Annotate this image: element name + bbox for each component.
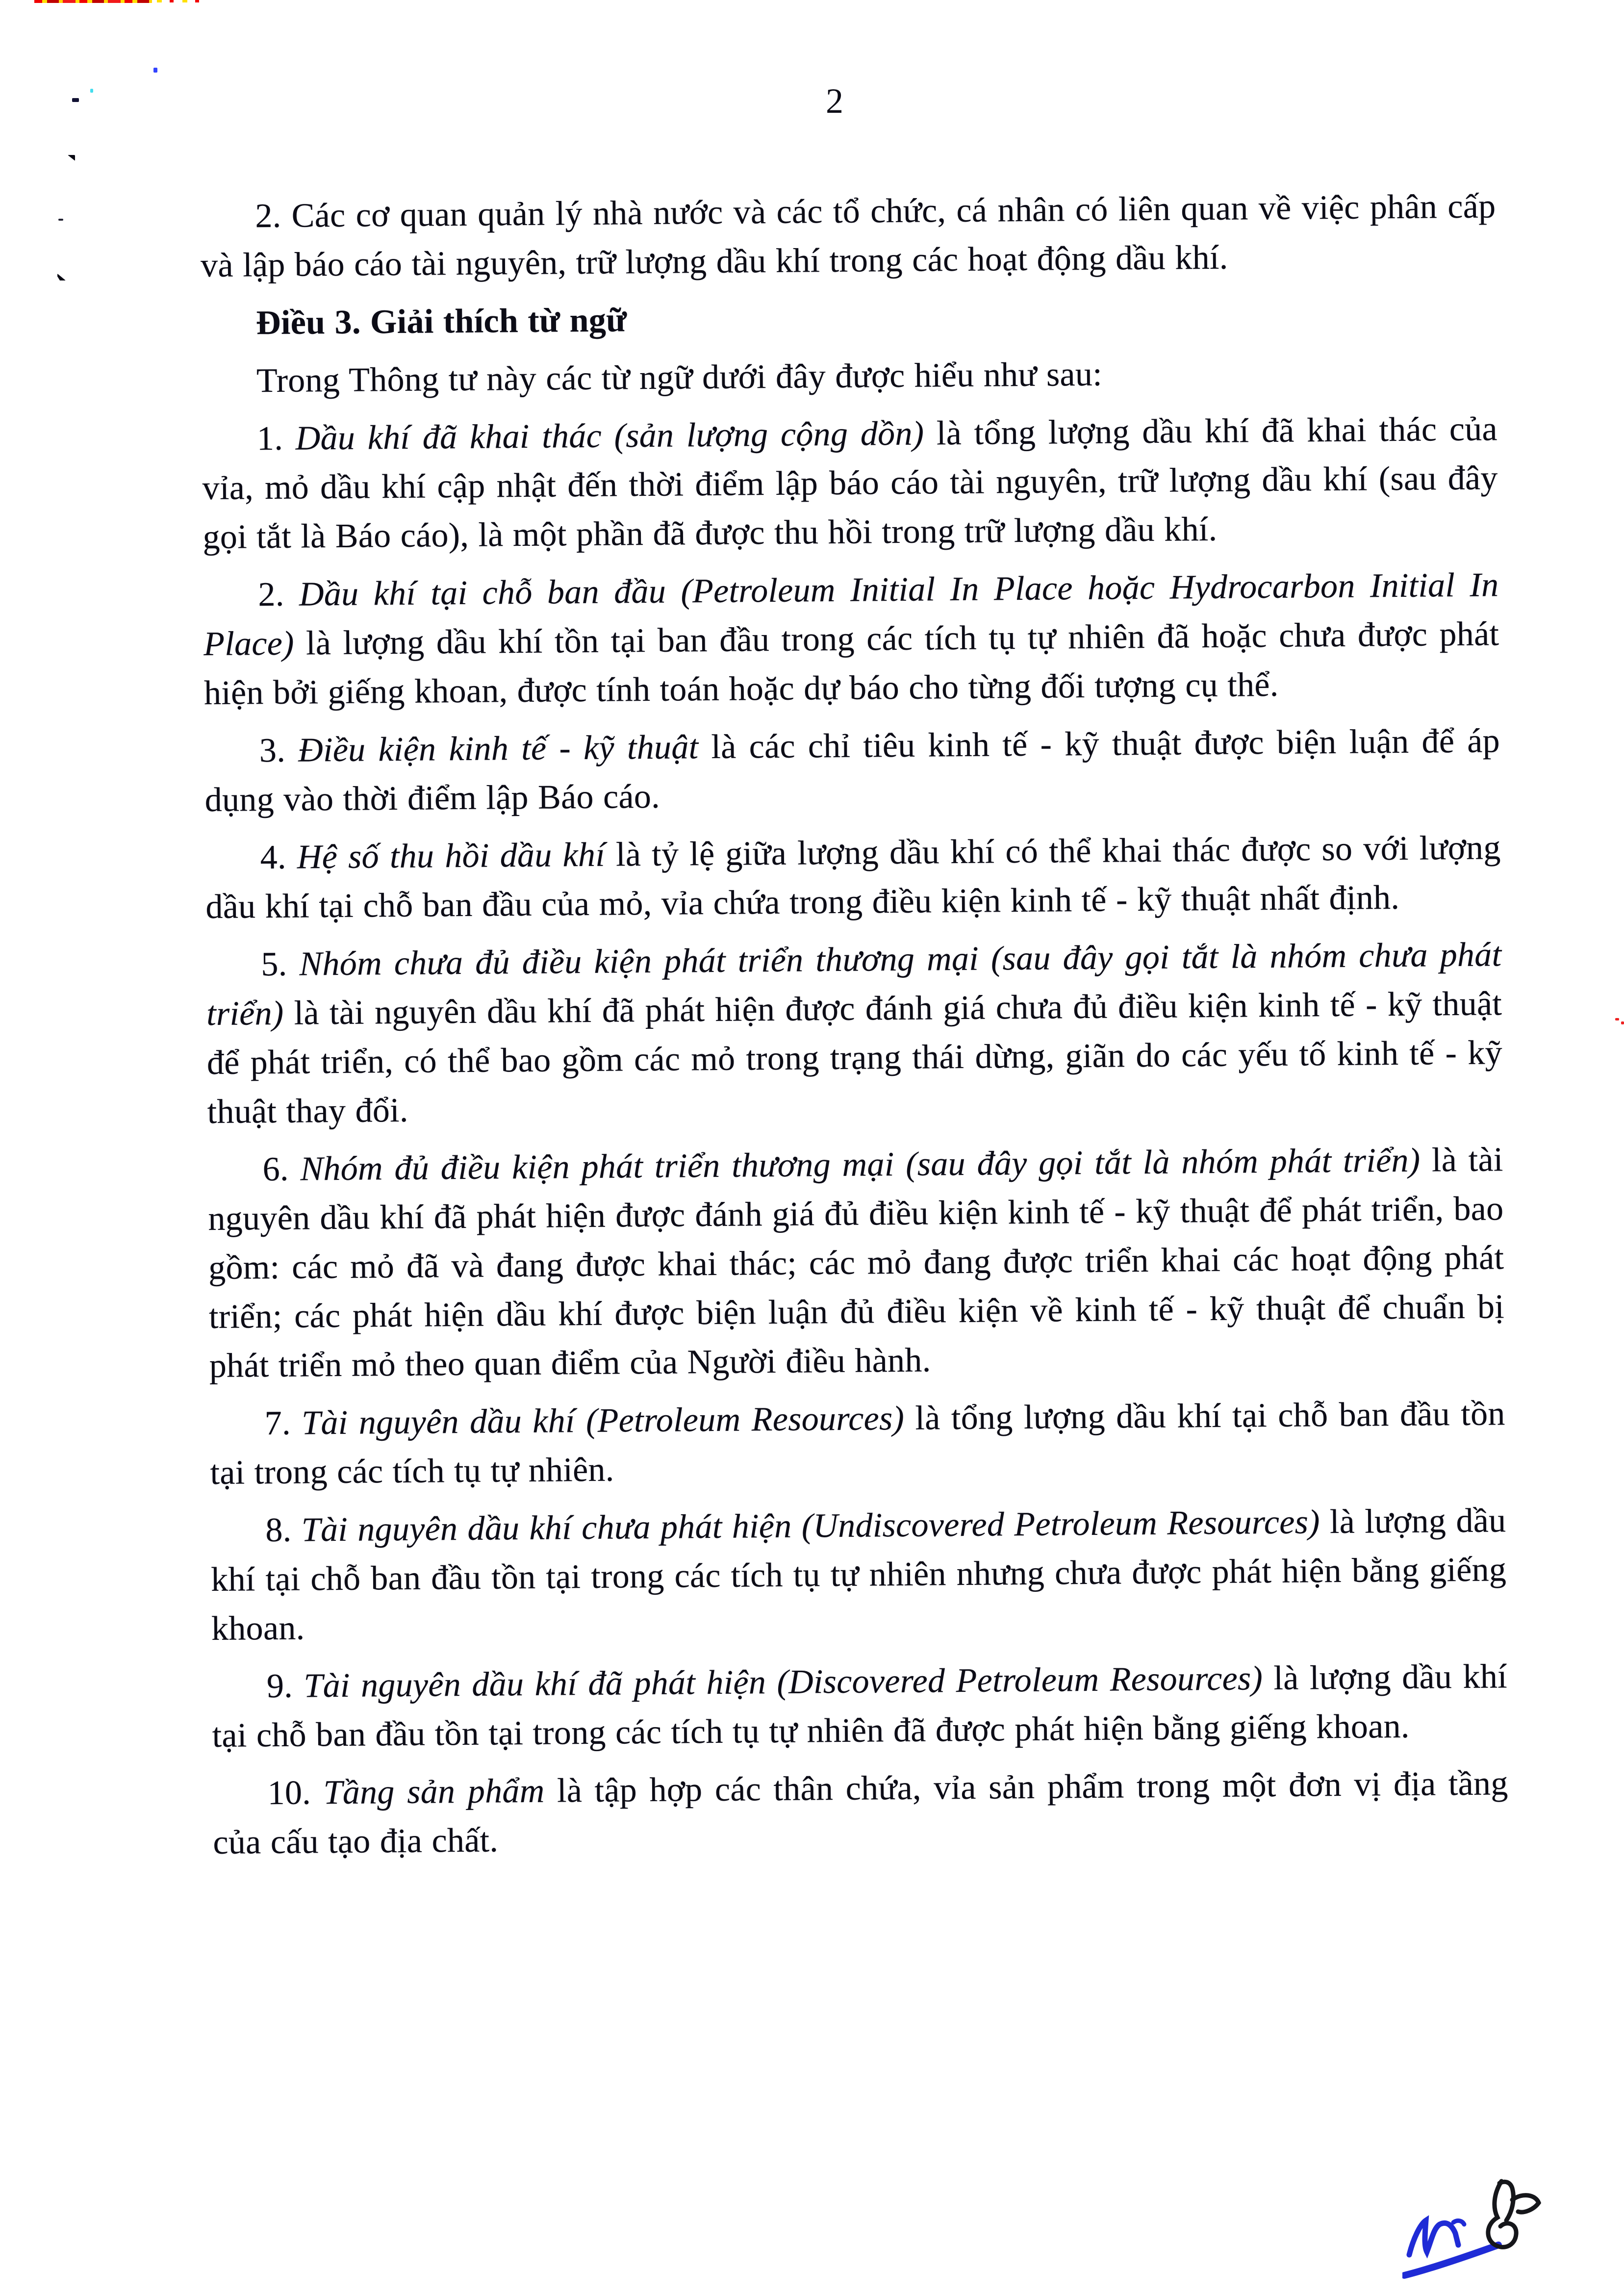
definition-5: 5. Nhóm chưa đủ điều kiện phát triển thương mại (sau đây gọi tắt là nhóm chưa phát triển) là tài nguyên dầu khí đã phát hiện được đánh giá chưa đủ điều kiện kinh tế - kỹ thuật để phát triển, có thể bao gồm các mỏ trong trạng thái dừng, giãn do các yếu tố kinh tế - kỹ thuật thay đổi. bbox=[206, 936, 1503, 1131]
scan-speck bbox=[68, 155, 75, 161]
scan-artifact-strip-2 bbox=[157, 0, 201, 2]
definition-3: 3. Điều kiện kinh tế - kỹ thuật là các chỉ tiêu kinh tế - kỹ thuật được biện luận để áp dụng vào thời điểm lập Báo cáo. bbox=[204, 722, 1500, 819]
scan-speck bbox=[72, 98, 79, 102]
definition-2: 2. Dầu khí tại chỗ ban đầu (Petroleum Initial In Place hoặc Hydrocarbon Initial In Place) là lượng dầu khí tồn tại ban đầu trong các tích tụ tự nhiên đã hoặc chưa được phát hiện bởi giếng khoan, được tính toán hoặc dự báo cho từng đối tượng cụ thể. bbox=[203, 566, 1499, 713]
scan-speck bbox=[90, 89, 93, 93]
clause-2-scope: 2. Các cơ quan quản lý nhà nước và các tổ chức, cá nhân có liên quan về việc phân cấp và lập báo cáo tài nguyên, trữ lượng dầu khí trong các hoạt động dầu khí. bbox=[200, 187, 1496, 285]
definition-1: 1. Dầu khí đã khai thác (sản lượng cộng dồn) là tổng lượng dầu khí đã khai thác của vỉa, mỏ dầu khí cập nhật đến thời điểm lập báo cáo tài nguyên, trữ lượng dầu khí (sau đây gọi tắt là Báo cáo), là một phần đã được thu hồi trong trữ lượng dầu khí. bbox=[202, 410, 1498, 557]
definition-8: 8. Tài nguyên dầu khí chưa phát hiện (Undiscovered Petroleum Resources) là lượng dầu khí tại chỗ ban đầu tồn tại trong các tích tụ tự nhiên nhưng chưa được phát hiện bằng giếng khoan. bbox=[210, 1502, 1507, 1648]
definition-4: 4. Hệ số thu hồi dầu khí là tỷ lệ giữa lượng dầu khí có thể khai thác được so với lượng dầu khí tại chỗ ban đầu của mỏ, vỉa chứa trong điều kiện kinh tế - kỹ thuật nhất định. bbox=[205, 829, 1501, 926]
scan-speck bbox=[1621, 1021, 1624, 1024]
definition-7: 7. Tài nguyên dầu khí (Petroleum Resources) là tổng lượng dầu khí tại chỗ ban đầu tồn tại trong các tích tụ tự nhiên. bbox=[210, 1395, 1505, 1492]
page-number: 2 bbox=[826, 81, 843, 121]
scan-speck bbox=[153, 68, 157, 73]
scan-speck bbox=[57, 274, 66, 280]
article-3-intro: Trong Thông tư này các từ ngữ dưới đây được hiểu như sau: bbox=[256, 355, 1103, 400]
article-3-heading: Điều 3. Giải thích từ ngữ bbox=[255, 301, 627, 342]
scan-artifact-strip bbox=[34, 0, 152, 3]
scan-speck bbox=[1615, 1018, 1619, 1020]
definition-10: 10. Tầng sản phẩm là tập hợp các thân chứa, vỉa sản phẩm trong một đơn vị địa tầng của cấu tạo địa chất. bbox=[213, 1764, 1508, 1862]
handwritten-initial-black bbox=[1471, 2177, 1549, 2266]
definition-6: 6. Nhóm đủ điều kiện phát triển thương mại (sau đây gọi tắt là nhóm phát triển) là tài nguyên dầu khí đã phát hiện được đánh giá đủ điều kiện kinh tế - kỹ thuật để phát triển, bao gồm: các mỏ đã và đang được khai thác; các mỏ đang được triển khai các hoạt động phát triển; các phát hiện dầu khí được biện luận đủ điều kiện về kinh tế - kỹ thuật để chuẩn bị phát triển mỏ theo quan điểm của Người điều hành. bbox=[208, 1141, 1505, 1385]
definition-9: 9. Tài nguyên dầu khí đã phát hiện (Discovered Petroleum Resources) là lượng dầu khí tại chỗ ban đầu tồn tại trong các tích tụ tự nhiên đã được phát hiện bằng giếng khoan. bbox=[212, 1657, 1508, 1755]
document-body bbox=[200, 182, 1509, 1876]
scan-speck bbox=[58, 219, 63, 221]
